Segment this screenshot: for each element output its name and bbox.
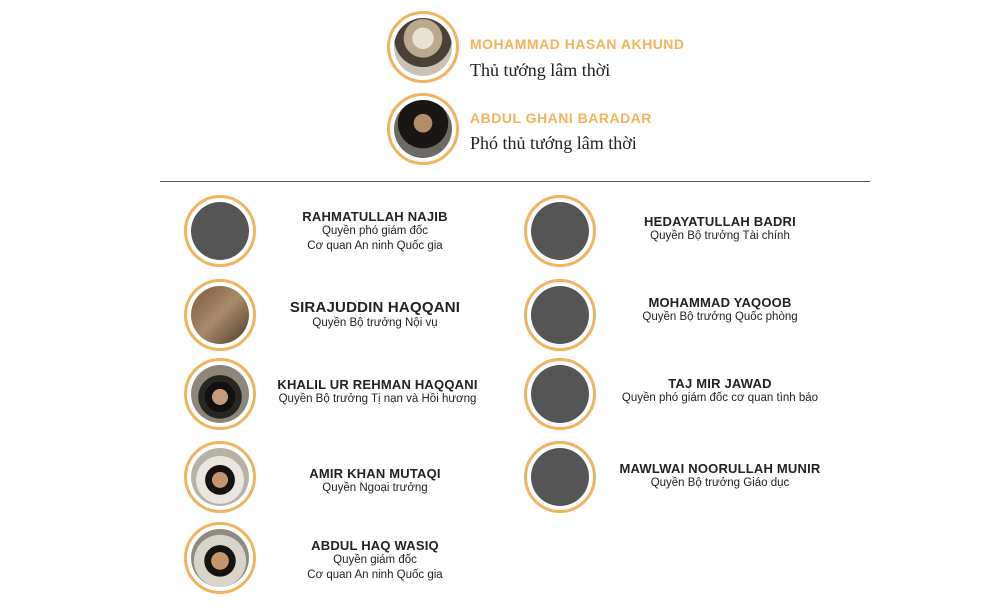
placeholder-image: [191, 202, 249, 260]
member-name: ABDUL HAQ WASIQ: [311, 538, 439, 553]
portrait-image: [191, 286, 249, 344]
member-name: TAJ MIR JAWAD: [668, 376, 772, 391]
member-role: Quyền giám đốc: [333, 554, 417, 566]
member-portrait: [184, 358, 256, 430]
portrait-image: [394, 18, 452, 76]
leader-name-1: MOHAMMAD HASAN AKHUND: [470, 36, 685, 52]
member-name: KHALIL UR REHMAN HAQQANI: [277, 377, 478, 392]
member-name: HEDAYATULLAH BADRI: [644, 214, 796, 229]
leader-role-1: Thủ tướng lâm thời: [470, 60, 611, 80]
placeholder-image: [531, 202, 589, 260]
member-role: Quyền Bộ trưởng Tị nạn và Hồi hương: [278, 393, 477, 405]
member-portrait: [524, 279, 596, 351]
member-portrait: [184, 195, 256, 267]
leader-name-2: ABDUL GHANI BARADAR: [470, 110, 652, 126]
member-role: Quyền phó giám đốc: [321, 225, 429, 237]
member-name: AMIR KHAN MUTAQI: [309, 466, 441, 481]
member-portrait: [524, 358, 596, 430]
member-card: [615, 214, 825, 244]
portrait-image: [394, 100, 452, 158]
member-name: RAHMATULLAH NAJIB: [302, 209, 448, 224]
member-card: [270, 299, 480, 331]
member-card: [615, 295, 825, 325]
portrait-image: [191, 529, 249, 587]
member-portrait: [524, 441, 596, 513]
divider: [160, 181, 870, 182]
member-role: Quyền Bộ trưởng Nội vụ: [312, 317, 438, 329]
member-card: [605, 376, 835, 406]
member-card: [265, 377, 490, 407]
leader-role-2: Phó thủ tướng lâm thời: [470, 133, 637, 153]
member-role: Quyền Bộ trưởng Tài chính: [650, 230, 790, 242]
portrait-image: [191, 365, 249, 423]
placeholder-image: [531, 286, 589, 344]
member-role-line2: Cơ quan An ninh Quốc gia: [307, 240, 443, 252]
member-portrait: [184, 522, 256, 594]
member-role: Quyền Bộ trưởng Giáo dục: [650, 477, 790, 489]
placeholder-image: [531, 448, 589, 506]
member-portrait: [184, 279, 256, 351]
member-name: MAWLWAI NOORULLAH MUNIR: [619, 461, 821, 476]
member-card: [270, 209, 480, 254]
member-card: [270, 538, 480, 583]
member-role: Quyền phó giám đốc cơ quan tình báo: [621, 392, 819, 404]
member-role-line2: Cơ quan An ninh Quốc gia: [307, 569, 443, 581]
portrait-image: [191, 448, 249, 506]
member-portrait: [524, 195, 596, 267]
member-role: Quyền Bộ trưởng Quốc phòng: [642, 311, 798, 323]
member-card: [270, 466, 480, 496]
member-role: Quyền Ngoại trưởng: [322, 482, 428, 494]
member-name: MOHAMMAD YAQOOB: [648, 295, 792, 310]
member-portrait: [184, 441, 256, 513]
member-name: SIRAJUDDIN HAQQANI: [289, 299, 461, 316]
member-card: [615, 461, 825, 491]
placeholder-image: [531, 365, 589, 423]
leader-portrait-2: [387, 93, 459, 165]
leader-portrait-1: [387, 11, 459, 83]
